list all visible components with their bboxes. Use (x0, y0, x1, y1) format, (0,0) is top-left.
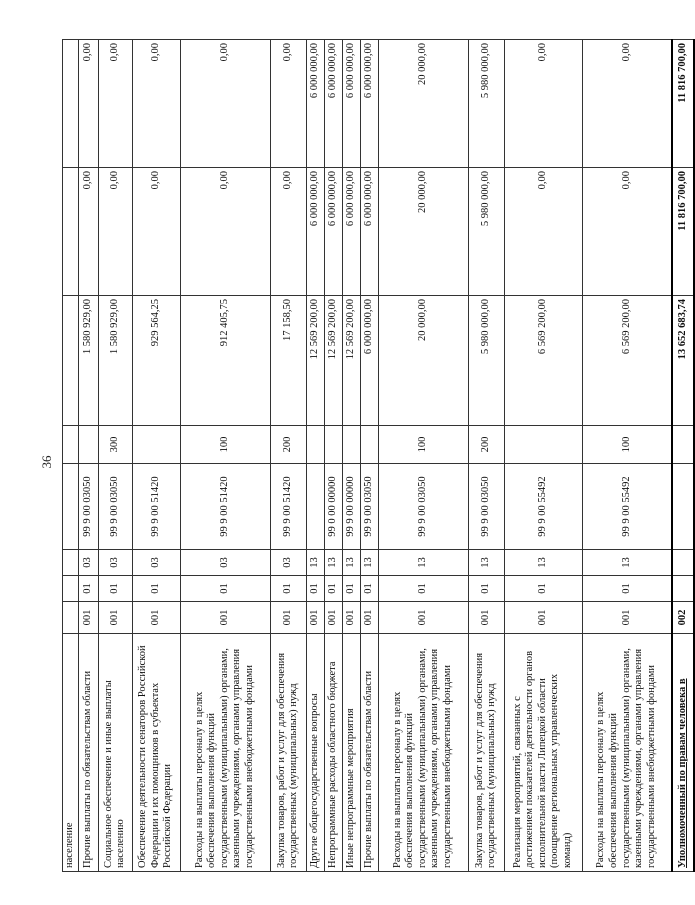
total-vr (672, 426, 694, 464)
row-vr (342, 426, 360, 464)
row-value-2: 20 000,00 (378, 168, 468, 296)
rotated-table-container (62, 40, 688, 872)
row-ved: 001 (468, 602, 504, 634)
total-ved: 002 (672, 602, 694, 634)
row-rz: 01 (504, 576, 582, 602)
row-ved: 001 (342, 602, 360, 634)
row-csr (306, 464, 324, 550)
total-pr (672, 550, 694, 576)
row-pr: 13 (582, 550, 672, 576)
row-ved: 001 (360, 602, 378, 634)
page-number: 36 (39, 455, 54, 469)
row-vr: 300 (98, 426, 132, 464)
row-csr: 99 0 00 00000 (324, 464, 342, 550)
row-pr: 13 (504, 550, 582, 576)
row-rz: 01 (360, 576, 378, 602)
row-vr (504, 426, 582, 464)
row-rz: 01 (306, 576, 324, 602)
row-ved: 001 (132, 602, 180, 634)
row-vr (63, 426, 79, 464)
table-row (324, 40, 342, 872)
row-value-2: 0,00 (132, 168, 180, 296)
row-vr: 200 (468, 426, 504, 464)
row-value-1: 912 405,75 (180, 296, 270, 426)
row-pr: 03 (132, 550, 180, 576)
total-row (672, 40, 694, 872)
row-csr: 99 9 00 55492 (582, 464, 672, 550)
row-ved: 001 (306, 602, 324, 634)
row-vr: 200 (270, 426, 306, 464)
row-value-2: 6 000 000,00 (324, 168, 342, 296)
row-vr: 100 (582, 426, 672, 464)
row-value-1: 6 000 000,00 (360, 296, 378, 426)
row-pr: 03 (180, 550, 270, 576)
row-value-2: 0,00 (98, 168, 132, 296)
table-row (78, 40, 98, 872)
row-csr: 99 9 00 51420 (270, 464, 306, 550)
row-csr (63, 464, 79, 550)
table-row (378, 40, 468, 872)
row-value-3: 0,00 (98, 40, 132, 168)
table-row (360, 40, 378, 872)
total-rz (672, 576, 694, 602)
row-value-2: 5 980 000,00 (468, 168, 504, 296)
row-name: Непрограммные расходы областного бюджета (324, 634, 342, 872)
row-pr: 13 (360, 550, 378, 576)
row-value-3: 6 000 000,00 (324, 40, 342, 168)
row-value-3: 0,00 (270, 40, 306, 168)
row-csr: 99 9 00 03050 (378, 464, 468, 550)
row-ved: 001 (582, 602, 672, 634)
row-csr: 99 9 00 03050 (468, 464, 504, 550)
total-value-1: 13 652 683,74 (672, 296, 694, 426)
total-name: Уполномоченный по правам человека в (672, 634, 694, 872)
row-value-2: 0,00 (270, 168, 306, 296)
row-vr: 100 (180, 426, 270, 464)
row-name: Расходы на выплаты персоналу в целях обеспечения выполнения функций государственными (муниципальными) органами, казенными учреждениями, органами управления государственными внебюджетными фондами (180, 634, 270, 872)
row-value-3: 0,00 (78, 40, 98, 168)
row-vr: 100 (378, 426, 468, 464)
table-row (306, 40, 324, 872)
row-csr: 99 9 00 03050 (360, 464, 378, 550)
row-rz: 01 (78, 576, 98, 602)
row-csr: 99 9 00 51420 (132, 464, 180, 550)
table-row (63, 40, 79, 872)
table-row (582, 40, 672, 872)
row-pr: 13 (378, 550, 468, 576)
row-value-1 (63, 296, 79, 426)
row-value-3: 6 000 000,00 (306, 40, 324, 168)
row-ved: 001 (324, 602, 342, 634)
row-csr: 99 9 00 03050 (78, 464, 98, 550)
row-value-1: 1 580 929,00 (78, 296, 98, 426)
total-csr (672, 464, 694, 550)
table-row (504, 40, 582, 872)
row-rz (63, 576, 79, 602)
row-rz: 01 (180, 576, 270, 602)
row-value-3: 6 000 000,00 (342, 40, 360, 168)
row-value-2: 0,00 (504, 168, 582, 296)
row-ved: 001 (378, 602, 468, 634)
row-value-2 (63, 168, 79, 296)
row-value-2: 6 000 000,00 (342, 168, 360, 296)
row-value-2: 6 000 000,00 (306, 168, 324, 296)
table-body (63, 40, 695, 872)
row-value-3: 0,00 (582, 40, 672, 168)
row-value-1: 6 569 200,00 (504, 296, 582, 426)
total-value-2: 11 816 700,00 (672, 168, 694, 296)
row-value-1: 5 980 000,00 (468, 296, 504, 426)
row-name: Иные непрограммные мероприятия (342, 634, 360, 872)
row-csr: 99 9 00 03050 (98, 464, 132, 550)
row-value-3: 20 000,00 (378, 40, 468, 168)
row-name: Прочие выплаты по обязательствам области (78, 634, 98, 872)
row-value-3: 0,00 (504, 40, 582, 168)
row-vr (360, 426, 378, 464)
row-rz: 01 (378, 576, 468, 602)
row-name: Расходы на выплаты персоналу в целях обеспечения выполнения функций государственными (муниципальными) органами, казенными учреждениями, органами управления государственными внебюджетными фондами (582, 634, 672, 872)
budget-table (62, 39, 695, 872)
row-value-1: 12 569 200,00 (324, 296, 342, 426)
row-name: Другие общегосударственные вопросы (306, 634, 324, 872)
row-value-2: 0,00 (582, 168, 672, 296)
table-row (132, 40, 180, 872)
row-csr: 99 9 00 00000 (342, 464, 360, 550)
row-vr (78, 426, 98, 464)
row-pr: 03 (98, 550, 132, 576)
row-vr (306, 426, 324, 464)
row-name: население (63, 634, 79, 872)
row-value-3: 6 000 000,00 (360, 40, 378, 168)
table-row (342, 40, 360, 872)
row-rz: 01 (324, 576, 342, 602)
table-row (98, 40, 132, 872)
row-pr (63, 550, 79, 576)
row-rz: 01 (132, 576, 180, 602)
row-pr: 03 (78, 550, 98, 576)
row-name: Закупка товаров, работ и услуг для обеспечения государственных (муниципальных) нужд (468, 634, 504, 872)
row-pr: 13 (306, 550, 324, 576)
row-rz: 01 (582, 576, 672, 602)
row-value-2: 6 000 000,00 (360, 168, 378, 296)
row-value-3: 0,00 (132, 40, 180, 168)
row-ved: 001 (98, 602, 132, 634)
total-value-3: 11 816 700,00 (672, 40, 694, 168)
row-rz: 01 (270, 576, 306, 602)
table-row (468, 40, 504, 872)
row-ved: 001 (270, 602, 306, 634)
row-value-3: 0,00 (180, 40, 270, 168)
row-value-3 (63, 40, 79, 168)
row-value-1: 6 569 200,00 (582, 296, 672, 426)
row-name: Закупка товаров, работ и услуг для обеспечения государственных (муниципальных) нужд (270, 634, 306, 872)
row-value-1: 12 569 200,00 (306, 296, 324, 426)
row-vr (324, 426, 342, 464)
row-value-2: 0,00 (180, 168, 270, 296)
row-ved (63, 602, 79, 634)
row-value-1: 20 000,00 (378, 296, 468, 426)
row-csr: 99 9 00 51420 (180, 464, 270, 550)
row-name: Прочие выплаты по обязательствам области (360, 634, 378, 872)
row-pr: 03 (270, 550, 306, 576)
row-name: Обеспечение деятельности сенаторов Российской Федерации и их помощников в субъектах Российской Федерации (132, 634, 180, 872)
row-pr: 13 (342, 550, 360, 576)
row-value-3: 5 980 000,00 (468, 40, 504, 168)
row-ved: 001 (180, 602, 270, 634)
row-pr: 13 (324, 550, 342, 576)
table-row (270, 40, 306, 872)
row-name: Расходы на выплаты персоналу в целях обеспечения выполнения функций государственными (муниципальными) органами, казенными учреждениями, органами управления государственными внебюджетными фондами (378, 634, 468, 872)
row-ved: 001 (78, 602, 98, 634)
row-value-1: 17 158,50 (270, 296, 306, 426)
row-ved: 001 (504, 602, 582, 634)
row-rz: 01 (342, 576, 360, 602)
row-vr (132, 426, 180, 464)
row-value-1: 1 580 929,00 (98, 296, 132, 426)
row-name: Социальное обеспечение и иные выплаты населению (98, 634, 132, 872)
table-row (180, 40, 270, 872)
row-value-1: 12 569 200,00 (342, 296, 360, 426)
row-rz: 01 (98, 576, 132, 602)
row-name: Реализация мероприятий, связанных с достижением показателей деятельности органов исполнительной власти Липецкой области (поощрение региональных управленческих команд) (504, 634, 582, 872)
row-csr: 99 9 00 55492 (504, 464, 582, 550)
row-pr: 13 (468, 550, 504, 576)
row-value-2: 0,00 (78, 168, 98, 296)
row-value-1: 929 564,25 (132, 296, 180, 426)
row-rz: 01 (468, 576, 504, 602)
